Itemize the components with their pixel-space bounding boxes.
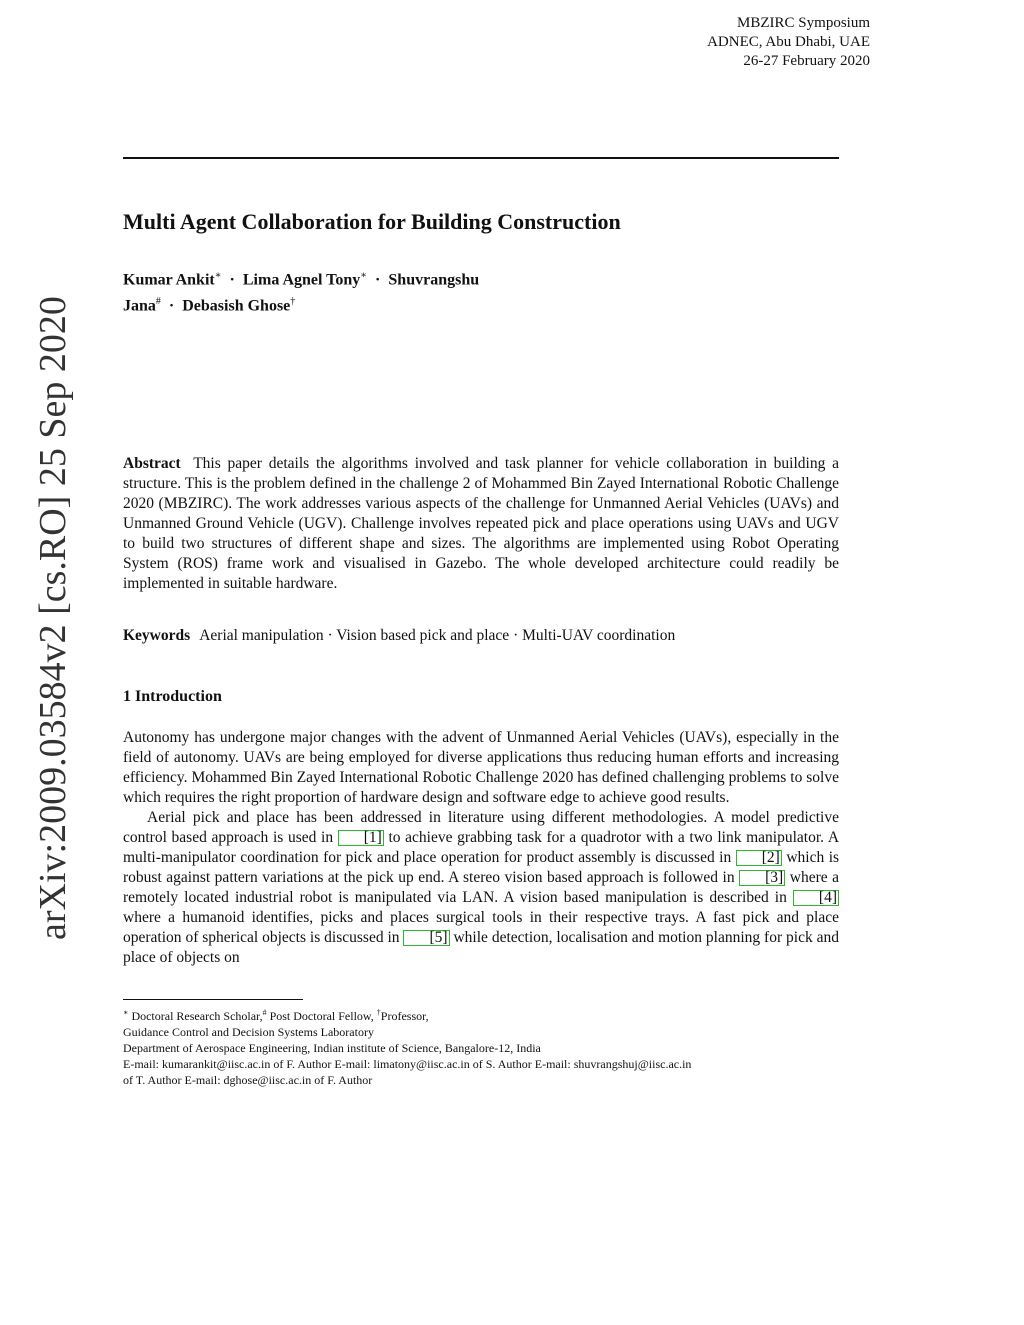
abstract bbox=[123, 454, 839, 594]
keywords-label: Keywords bbox=[123, 627, 191, 644]
venue-date: 26-27 February 2020 bbox=[743, 53, 870, 69]
venue-name: MBZIRC Symposium bbox=[737, 15, 870, 31]
footnote-lab: Guidance Control and Decision Systems Laboratory bbox=[123, 1025, 374, 1039]
text-run: where a humanoid identifies, picks and places surgical tools in their respective trays. A fast pick and place operation of spherical objects is discussed in bbox=[123, 909, 839, 946]
venue-location: ADNEC, Abu Dhabi, UAE bbox=[707, 34, 870, 50]
footnote-rule bbox=[123, 999, 303, 1000]
author-list bbox=[123, 265, 593, 318]
author-name: Shuvrangshu bbox=[388, 271, 480, 289]
arxiv-stamp bbox=[28, 296, 78, 940]
footnote-text: Professor, bbox=[380, 1009, 429, 1023]
author-separator: · bbox=[229, 271, 235, 289]
arxiv-stamp-text: arXiv:2009.03584v2 [cs.RO] 25 Sep 2020 bbox=[32, 296, 74, 940]
keywords bbox=[123, 626, 839, 646]
footnote-text: Doctoral Research Scholar, bbox=[128, 1009, 263, 1023]
author-separator: · bbox=[375, 271, 381, 289]
abstract-text: This paper details the algorithms involved and task planner for vehicle collaboration in building a structure. This is the problem defined in the challenge 2 of Mohammed Bin Zayed International Robotic Challenge 2020 (MBZIRC). The work addresses various aspects of the challenge for Unmanned Aerial Vehicles (UAVs) and Unmanned Ground Vehicle (UGV). Challenge involves repeated pick and place operations using UAVs and UGV to build two structures of different shape and sizes. The algorithms are implemented using Robot Operating System (ROS) frame work and visualised in Gazebo. The whole developed architecture could readily be implemented in suitable hardware. bbox=[123, 455, 839, 592]
paragraph: Autonomy has undergone major changes with the advent of Unmanned Aerial Vehicles (UAVs), especially in the field of autonomy. UAVs are being employed for diverse applications thus reducing human efforts and increasing efficiency. Mohammed Bin Zayed International Robotic Challenge 2020 has defined challenging problems to solve which requires the right proportion of hardware design and software edge to achieve good results. bbox=[123, 729, 839, 806]
footnote-emails: E-mail: kumarankit@iisc.ac.in of F. Author E-mail: limatony@iisc.ac.in of S. Author E-mail: shuvrangshuj@iisc.ac.in bbox=[123, 1057, 692, 1071]
author-mark: ∗ bbox=[360, 270, 368, 281]
citation-link[interactable]: [4] bbox=[793, 890, 839, 906]
section-heading: 1 Introduction bbox=[123, 688, 222, 705]
abstract-label: Abstract bbox=[123, 455, 181, 472]
text-run: while detection, localisation and motion planning for pick and place of objects on bbox=[123, 929, 840, 966]
author-name: Debasish Ghose bbox=[182, 297, 291, 315]
footnote-emails-cont: of T. Author E-mail: dghose@iisc.ac.in of F. Author bbox=[123, 1073, 373, 1087]
footnote-text: Post Doctoral Fellow, bbox=[266, 1009, 377, 1023]
author-name: Lima Agnel Tony bbox=[242, 271, 361, 289]
text-run: where a remotely located industrial robot is manipulated via LAN. A vision based manipulation is described in bbox=[123, 869, 840, 906]
header-rule bbox=[123, 157, 839, 159]
author-mark: ∗ bbox=[214, 270, 222, 281]
footnotes bbox=[123, 1005, 839, 1088]
author-name: Jana bbox=[123, 297, 156, 315]
keywords-text: Aerial manipulation · Vision based pick and place · Multi-UAV coordination bbox=[199, 627, 676, 644]
venue-info bbox=[550, 14, 870, 71]
author-separator: · bbox=[168, 297, 175, 315]
citation-link[interactable]: [2] bbox=[736, 850, 782, 866]
paper-title: Multi Agent Collaboration for Building Construction bbox=[123, 209, 621, 234]
author-name: Kumar Ankit bbox=[123, 271, 215, 289]
introduction-body bbox=[123, 728, 839, 968]
citation-link[interactable]: [1] bbox=[338, 830, 384, 846]
footnote-department: Department of Aerospace Engineering, Indian institute of Science, Bangalore-12, India bbox=[123, 1041, 541, 1055]
paragraph bbox=[123, 808, 839, 968]
author-mark: # bbox=[155, 296, 161, 308]
footnote-mark: # bbox=[262, 1008, 267, 1017]
author-mark: † bbox=[290, 296, 296, 308]
footnote-roles bbox=[123, 1005, 839, 1024]
text-run: which is robust against pattern variations at the pick up end. A stereo vision based approach is followed in bbox=[123, 849, 840, 886]
citation-link[interactable]: [5] bbox=[403, 930, 449, 946]
footnote-mark: † bbox=[376, 1008, 381, 1017]
footnote-mark: ∗ bbox=[123, 1008, 129, 1017]
text-run: to achieve grabbing task for a quadrotor with a two link manipulator. A multi-manipulator coordination for pick and place operation for product assembly is discussed in bbox=[123, 829, 840, 866]
citation-link[interactable]: [3] bbox=[739, 870, 785, 886]
text-run: Aerial pick and place has been addressed in literature using different methodologies. A model predictive control based approach is used in bbox=[123, 809, 839, 846]
